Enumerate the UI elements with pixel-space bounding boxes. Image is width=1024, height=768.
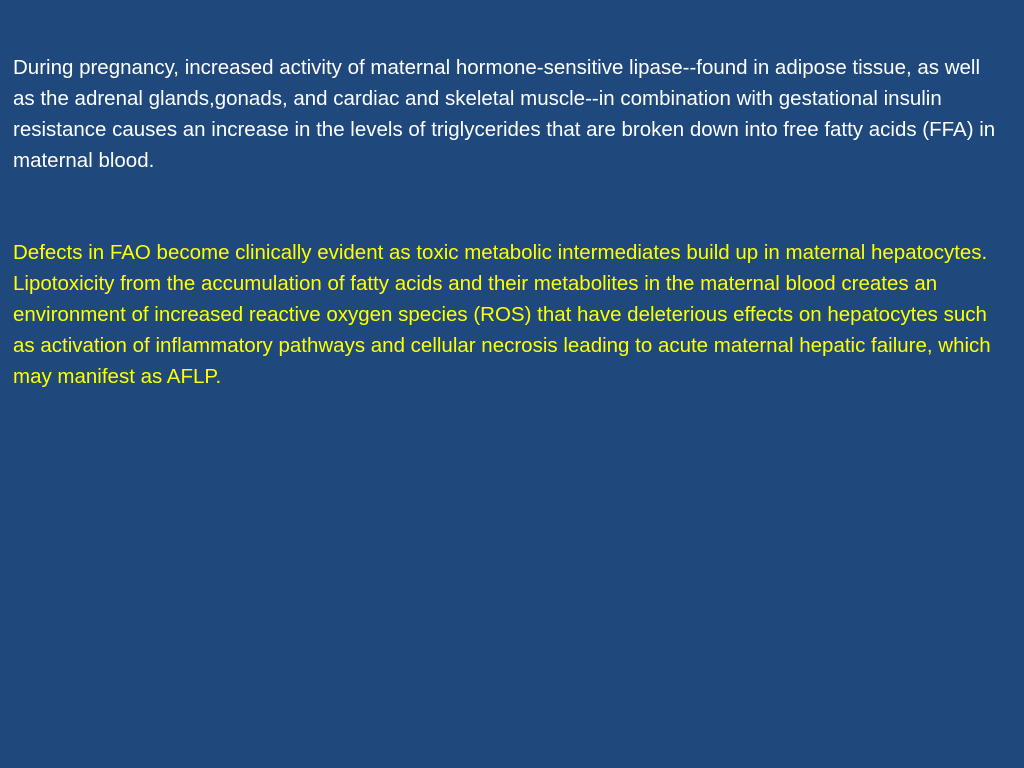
paragraph-pregnancy-lipase: During pregnancy, increased activity of maternal hormone-sensitive lipase--found in adipose tissue, as well as the adrenal glands,gonads, and cardiac and skeletal muscle--in combination with gestational insulin resistance causes an increase in the levels of triglycerides that are broken down into free fatty acids (FFA) in maternal blood. [13,56,996,172]
paragraph-fao-defects: Defects in FAO become clinically evident as toxic metabolic intermediates build up in maternal hepatocytes. Lipotoxicity from the accumulation of fatty acids and their metabolites in the maternal blood creates an environment of increased reactive oxygen species (ROS) that have deleterious effects on hepatocytes such as activation of inflammatory pathways and cellular necrosis leading to acute maternal hepatic failure, which may manifest as AFLP. [13,241,991,388]
